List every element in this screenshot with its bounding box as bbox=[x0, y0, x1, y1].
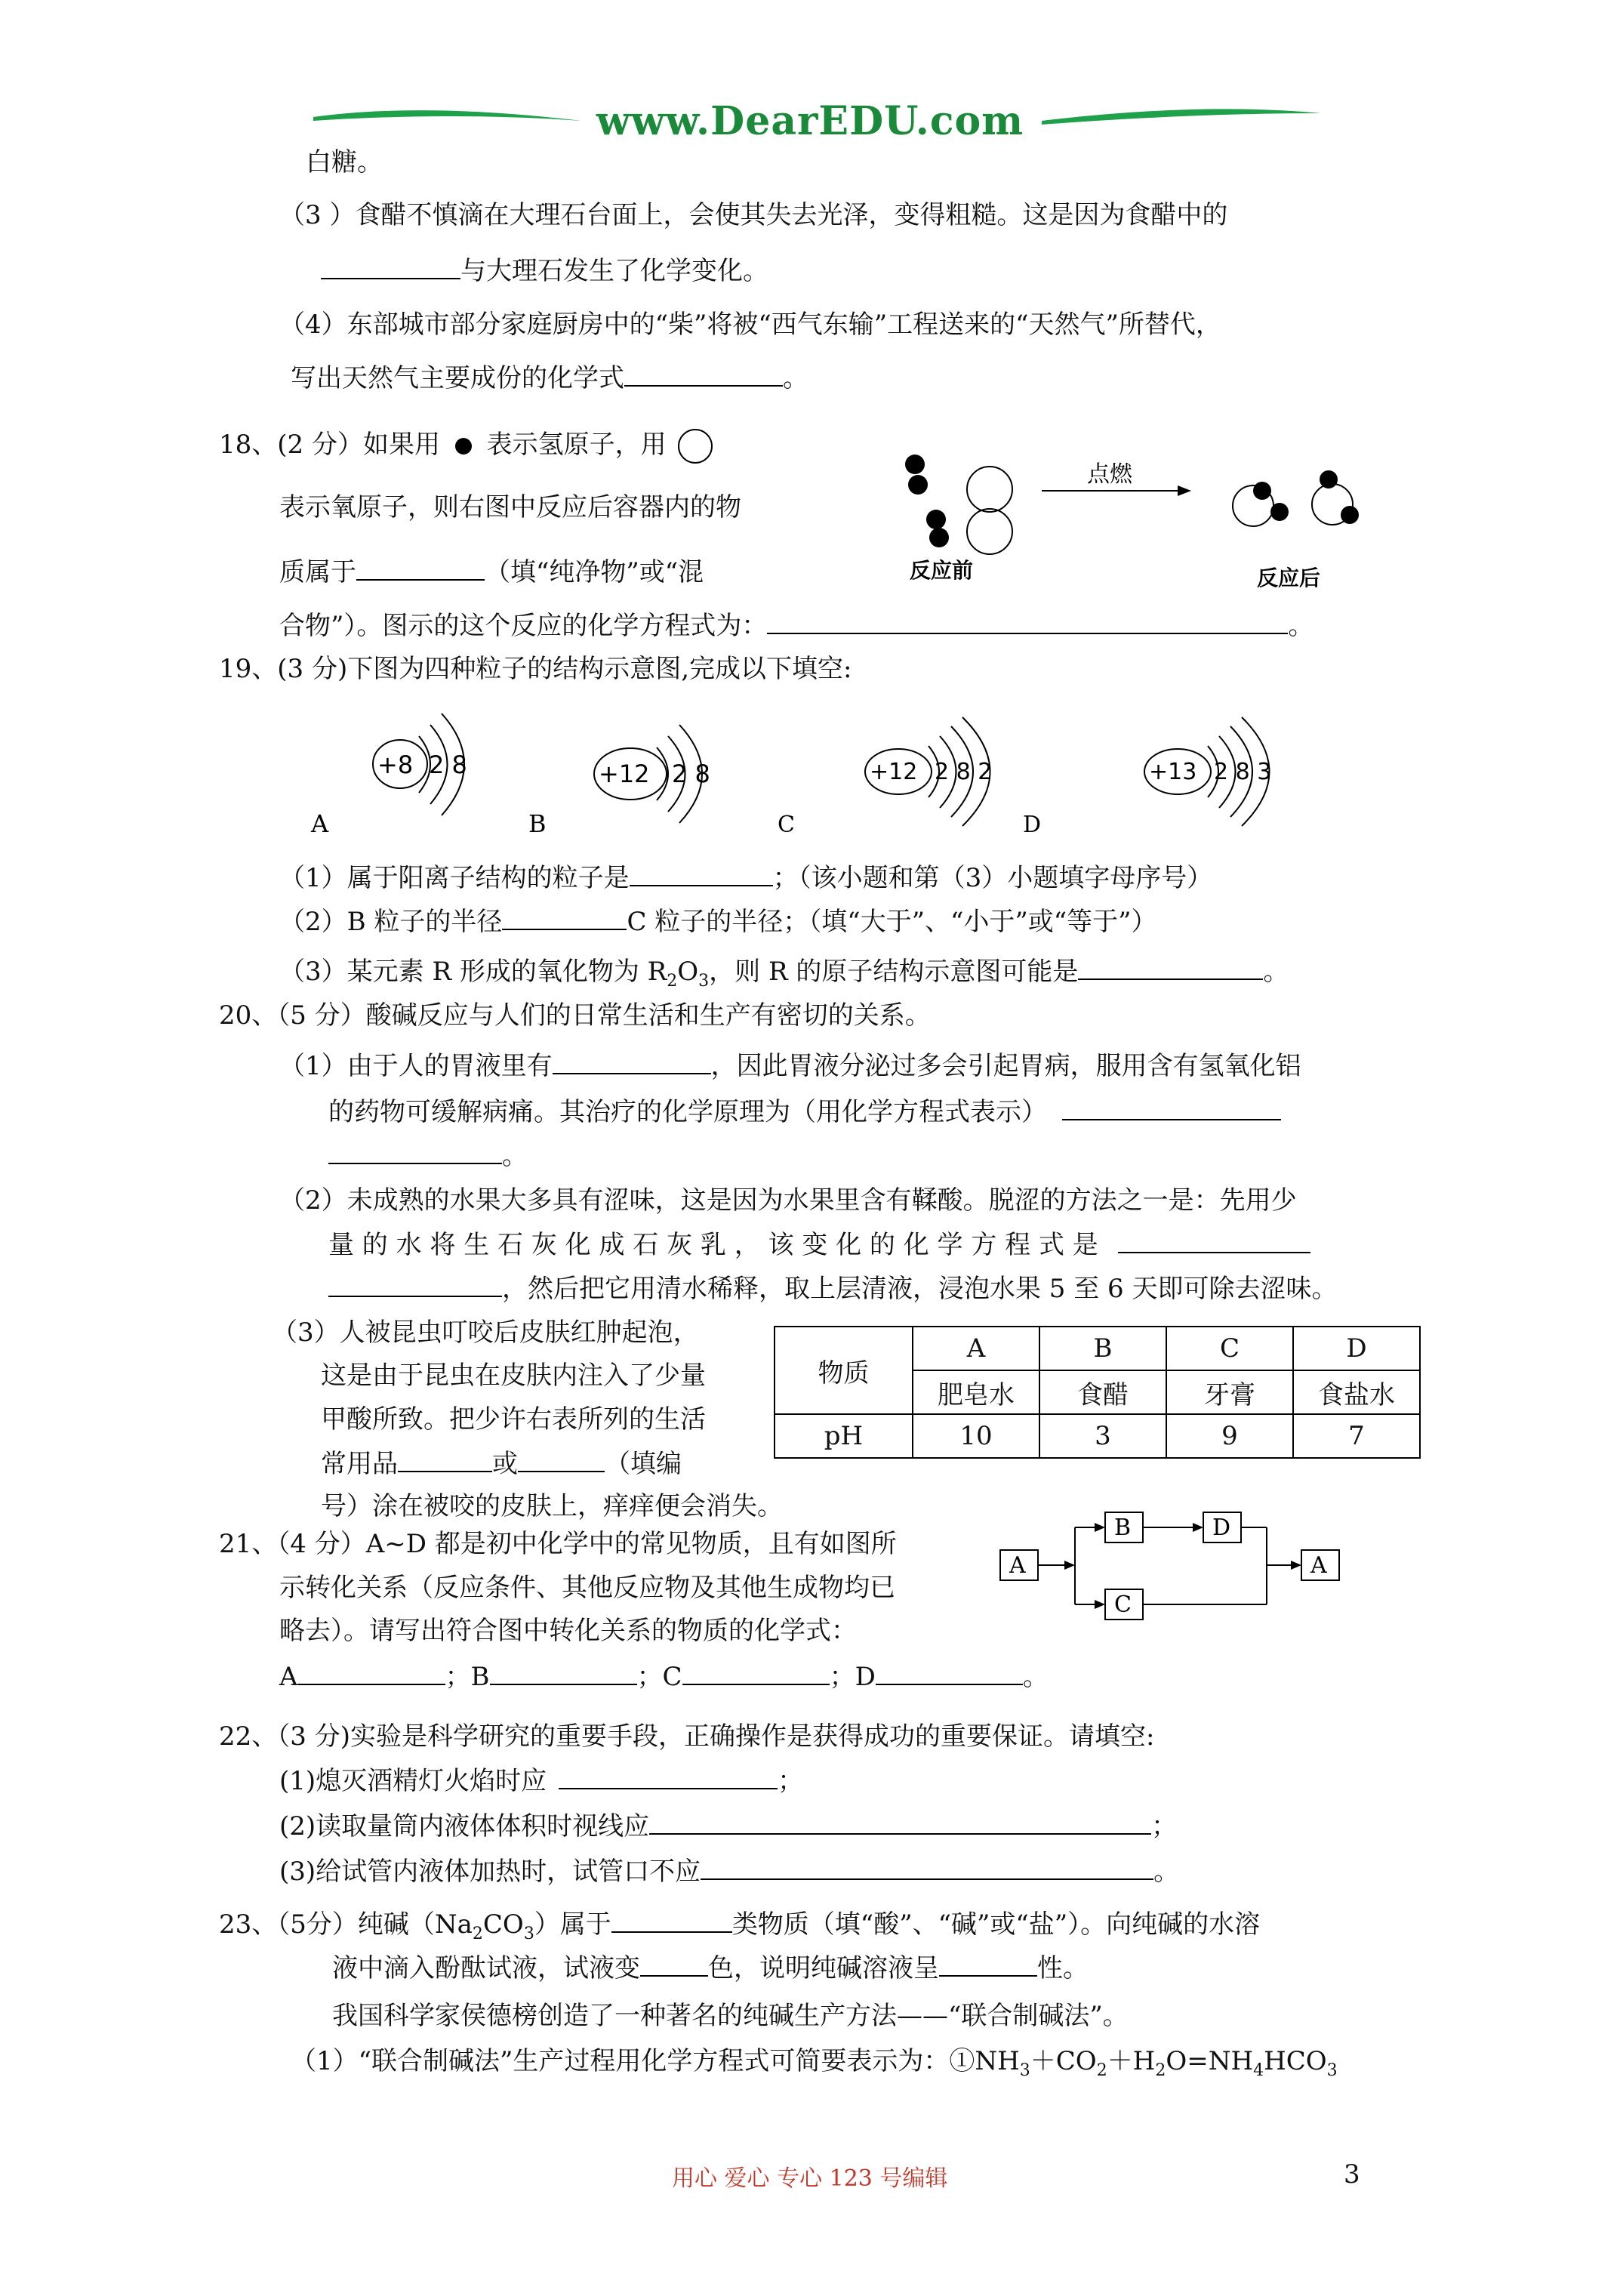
answer-blank[interactable] bbox=[682, 1661, 830, 1685]
answer-blank[interactable] bbox=[939, 1952, 1037, 1977]
text-line: 甲酸所致。把少许右表所列的生活 bbox=[321, 1404, 706, 1435]
conversion-diagram bbox=[996, 1506, 1351, 1638]
svg-text:B: B bbox=[1114, 1515, 1132, 1541]
text-line: 示转化关系（反应条件、其他反应物及其他生成物均已 bbox=[279, 1573, 895, 1603]
particle-b bbox=[528, 725, 710, 838]
svg-text:+13: +13 bbox=[1149, 759, 1197, 785]
text-line: （2）B 粒子的半径 C 粒子的半径；（填“大于”、“小于”或“等于”） bbox=[279, 907, 1157, 937]
answer-blank[interactable] bbox=[701, 1856, 1153, 1880]
text-line: （3 ）食醋不慎滴在大理石台面上，会使其失去光泽，变得粗糙。这是因为食醋中的 bbox=[279, 200, 1228, 230]
hydrogen-atom-icon bbox=[448, 433, 479, 459]
table-header: 物质 bbox=[775, 1327, 913, 1414]
answer-blank[interactable] bbox=[630, 862, 773, 886]
particle-c bbox=[778, 717, 992, 838]
answer-blank[interactable] bbox=[553, 1050, 711, 1074]
svg-text:+12: +12 bbox=[599, 760, 650, 788]
answer-blank[interactable] bbox=[611, 1909, 732, 1933]
answer-blank[interactable] bbox=[356, 556, 485, 581]
text-line: 量 的 水 将 生 石 灰 化 成 石 灰 乳 ， 该 变 化 的 化 学 方 程 式 是 bbox=[328, 1229, 1310, 1260]
after-label: 反应后 bbox=[1257, 566, 1321, 590]
svg-text:2 8 2: 2 8 2 bbox=[935, 759, 993, 785]
svg-text:C: C bbox=[778, 812, 795, 838]
text-line: （1）“联合制碱法”生产过程用化学方程式可简要表示为：$①NH_3+CO_2+H_2O=NH_4HCO_3$ bbox=[291, 2046, 1338, 2080]
text-line: 。 bbox=[328, 1140, 528, 1171]
text-line: 号）涂在被咬的皮肤上，痒痒便会消失。 bbox=[321, 1491, 783, 1521]
question-22: 22、（3 分)实验是科学研究的重要手段，正确操作是获得成功的重要保证。请填空: bbox=[219, 1721, 1155, 1752]
text-line: 我国科学家侯德榜创造了一种著名的纯碱生产方法——“联合制碱法”。 bbox=[332, 2001, 1129, 2031]
answer-blank[interactable] bbox=[502, 906, 627, 930]
ph-table: 物质 A B C D 肥皂水 食醋 牙膏 食盐水 pH 10 3 9 7 bbox=[774, 1326, 1421, 1459]
text-line: 与大理石发生了化学变化。 bbox=[321, 255, 768, 286]
answer-blank[interactable] bbox=[518, 1448, 605, 1472]
answer-blank[interactable] bbox=[490, 1661, 637, 1685]
question-21: 21、（4 分）A~D 都是初中化学中的常见物质，且有如图所 bbox=[219, 1529, 897, 1559]
text-line: （1）由于人的胃液里有 ，因此胃液分泌过多会引起胃病，服用含有氢氧化铝 bbox=[279, 1051, 1301, 1081]
particle-a bbox=[310, 713, 467, 838]
svg-text:2 8 3: 2 8 3 bbox=[1214, 759, 1272, 785]
svg-text:B: B bbox=[528, 809, 547, 838]
svg-text:A: A bbox=[311, 809, 329, 838]
page-number: 3 bbox=[1344, 2159, 1360, 2190]
text-line: 这是由于昆虫在皮肤内注入了少量 bbox=[321, 1361, 706, 1391]
particle-d bbox=[1023, 717, 1271, 838]
svg-text:2 8: 2 8 bbox=[429, 750, 467, 779]
text-line: (2)读取量筒内液体体积时视线应 ； bbox=[279, 1811, 1178, 1841]
before-label: 反应前 bbox=[910, 558, 974, 583]
text-line: 液中滴入酚酞试液，试液变 色，说明纯碱溶液呈 性。 bbox=[332, 1953, 1089, 1983]
answer-blank[interactable] bbox=[1078, 956, 1263, 980]
text-line: 写出天然气主要成份的化学式 。 bbox=[291, 363, 808, 393]
text-line: ，然后把它用清水稀释，取上层清液，浸泡水果 5 至 6 天即可除去涩味。 bbox=[328, 1273, 1338, 1304]
svg-text:2 8: 2 8 bbox=[672, 760, 710, 788]
text-line: （3）人被昆虫叮咬后皮肤红肿起泡， bbox=[272, 1318, 699, 1348]
site-logo[interactable]: www.DearEDU.com bbox=[596, 98, 1024, 144]
text-line: 的药物可缓解病痛。其治疗的化学原理为（用化学方程式表示） bbox=[328, 1096, 1281, 1127]
svg-text:A: A bbox=[1310, 1552, 1327, 1579]
answer-blank[interactable] bbox=[559, 1765, 778, 1789]
text-line: (1)熄灭酒精灯火焰时应 ； bbox=[279, 1766, 804, 1796]
text-line: （3）某元素 R 形成的氧化物为 $R_2O_3$，则 R 的原子结构示意图可能是 。 bbox=[279, 957, 1289, 991]
text-line: 常用品 或 （填编 bbox=[321, 1449, 682, 1479]
question-20: 20、（5 分）酸碱反应与人们的日常生活和生产有密切的关系。 bbox=[219, 1000, 931, 1031]
svg-text:D: D bbox=[1212, 1515, 1231, 1541]
text-line: （4）东部城市部分家庭厨房中的“柴”将被“西气东输”工程送来的“天然气”所替代， bbox=[279, 310, 1221, 340]
answer-blank[interactable] bbox=[298, 1661, 445, 1685]
svg-text:+8: +8 bbox=[377, 750, 414, 779]
answer-blank[interactable] bbox=[876, 1661, 1023, 1685]
text-line: （1）属于阳离子结构的粒子是 ；（该小题和第（3）小题填字母序号） bbox=[279, 863, 1213, 893]
text-line: 合物”）。图示的这个反应的化学方程式为： 。 bbox=[279, 611, 1314, 641]
answer-blank[interactable] bbox=[328, 1140, 502, 1164]
text-line: (3)给试管内液体加热时，试管口不应 。 bbox=[279, 1857, 1180, 1887]
answer-blank[interactable] bbox=[640, 1952, 708, 1977]
answer-blank[interactable] bbox=[1062, 1096, 1281, 1120]
text-line: 质属于 （填“纯净物”或“混 bbox=[279, 557, 704, 587]
question-19: 19、(3 分)下图为四种粒子的结构示意图,完成以下填空: bbox=[219, 654, 852, 684]
svg-text:C: C bbox=[1114, 1592, 1132, 1618]
answer-blank[interactable] bbox=[649, 1811, 1151, 1835]
answer-blank[interactable] bbox=[398, 1448, 492, 1472]
answer-blank[interactable] bbox=[321, 255, 460, 279]
text-line: （2）未成熟的水果大多具有涩味，这是因为水果里含有鞣酸。脱涩的方法之一是：先用少 bbox=[279, 1185, 1297, 1216]
question-18: 18、(2 分）如果用 表示氢原子，用 bbox=[219, 427, 716, 465]
svg-text:A: A bbox=[1009, 1552, 1026, 1579]
reaction-diagram bbox=[876, 445, 1389, 596]
question-23: 23、（5分）纯碱$(Na_2CO_3)$属于 类物质（填“酸”、“碱”或“盐”）。向纯碱的水溶 bbox=[219, 1909, 1261, 1943]
answer-blank[interactable] bbox=[767, 610, 1288, 634]
arrow-label: 点燃 bbox=[1087, 461, 1132, 488]
oxygen-atom-icon bbox=[674, 427, 716, 465]
text-line: A ；B ；C ；D 。 bbox=[279, 1662, 1049, 1692]
answer-blank[interactable] bbox=[1118, 1229, 1310, 1253]
text-line: 表示氧原子，则右图中反应后容器内的物 bbox=[279, 492, 741, 522]
particle-structure-diagrams bbox=[302, 702, 1359, 853]
answer-blank[interactable] bbox=[624, 362, 783, 387]
answer-blank[interactable] bbox=[328, 1273, 502, 1297]
svg-text:+12: +12 bbox=[870, 759, 918, 785]
svg-text:D: D bbox=[1023, 812, 1042, 838]
footer-text: 用心 爱心 专心 123 号编辑 bbox=[672, 2165, 948, 2192]
text-line: 白糖。 bbox=[306, 147, 383, 177]
text-line: 略去）。请写出符合图中转化关系的物质的化学式： bbox=[279, 1616, 857, 1646]
